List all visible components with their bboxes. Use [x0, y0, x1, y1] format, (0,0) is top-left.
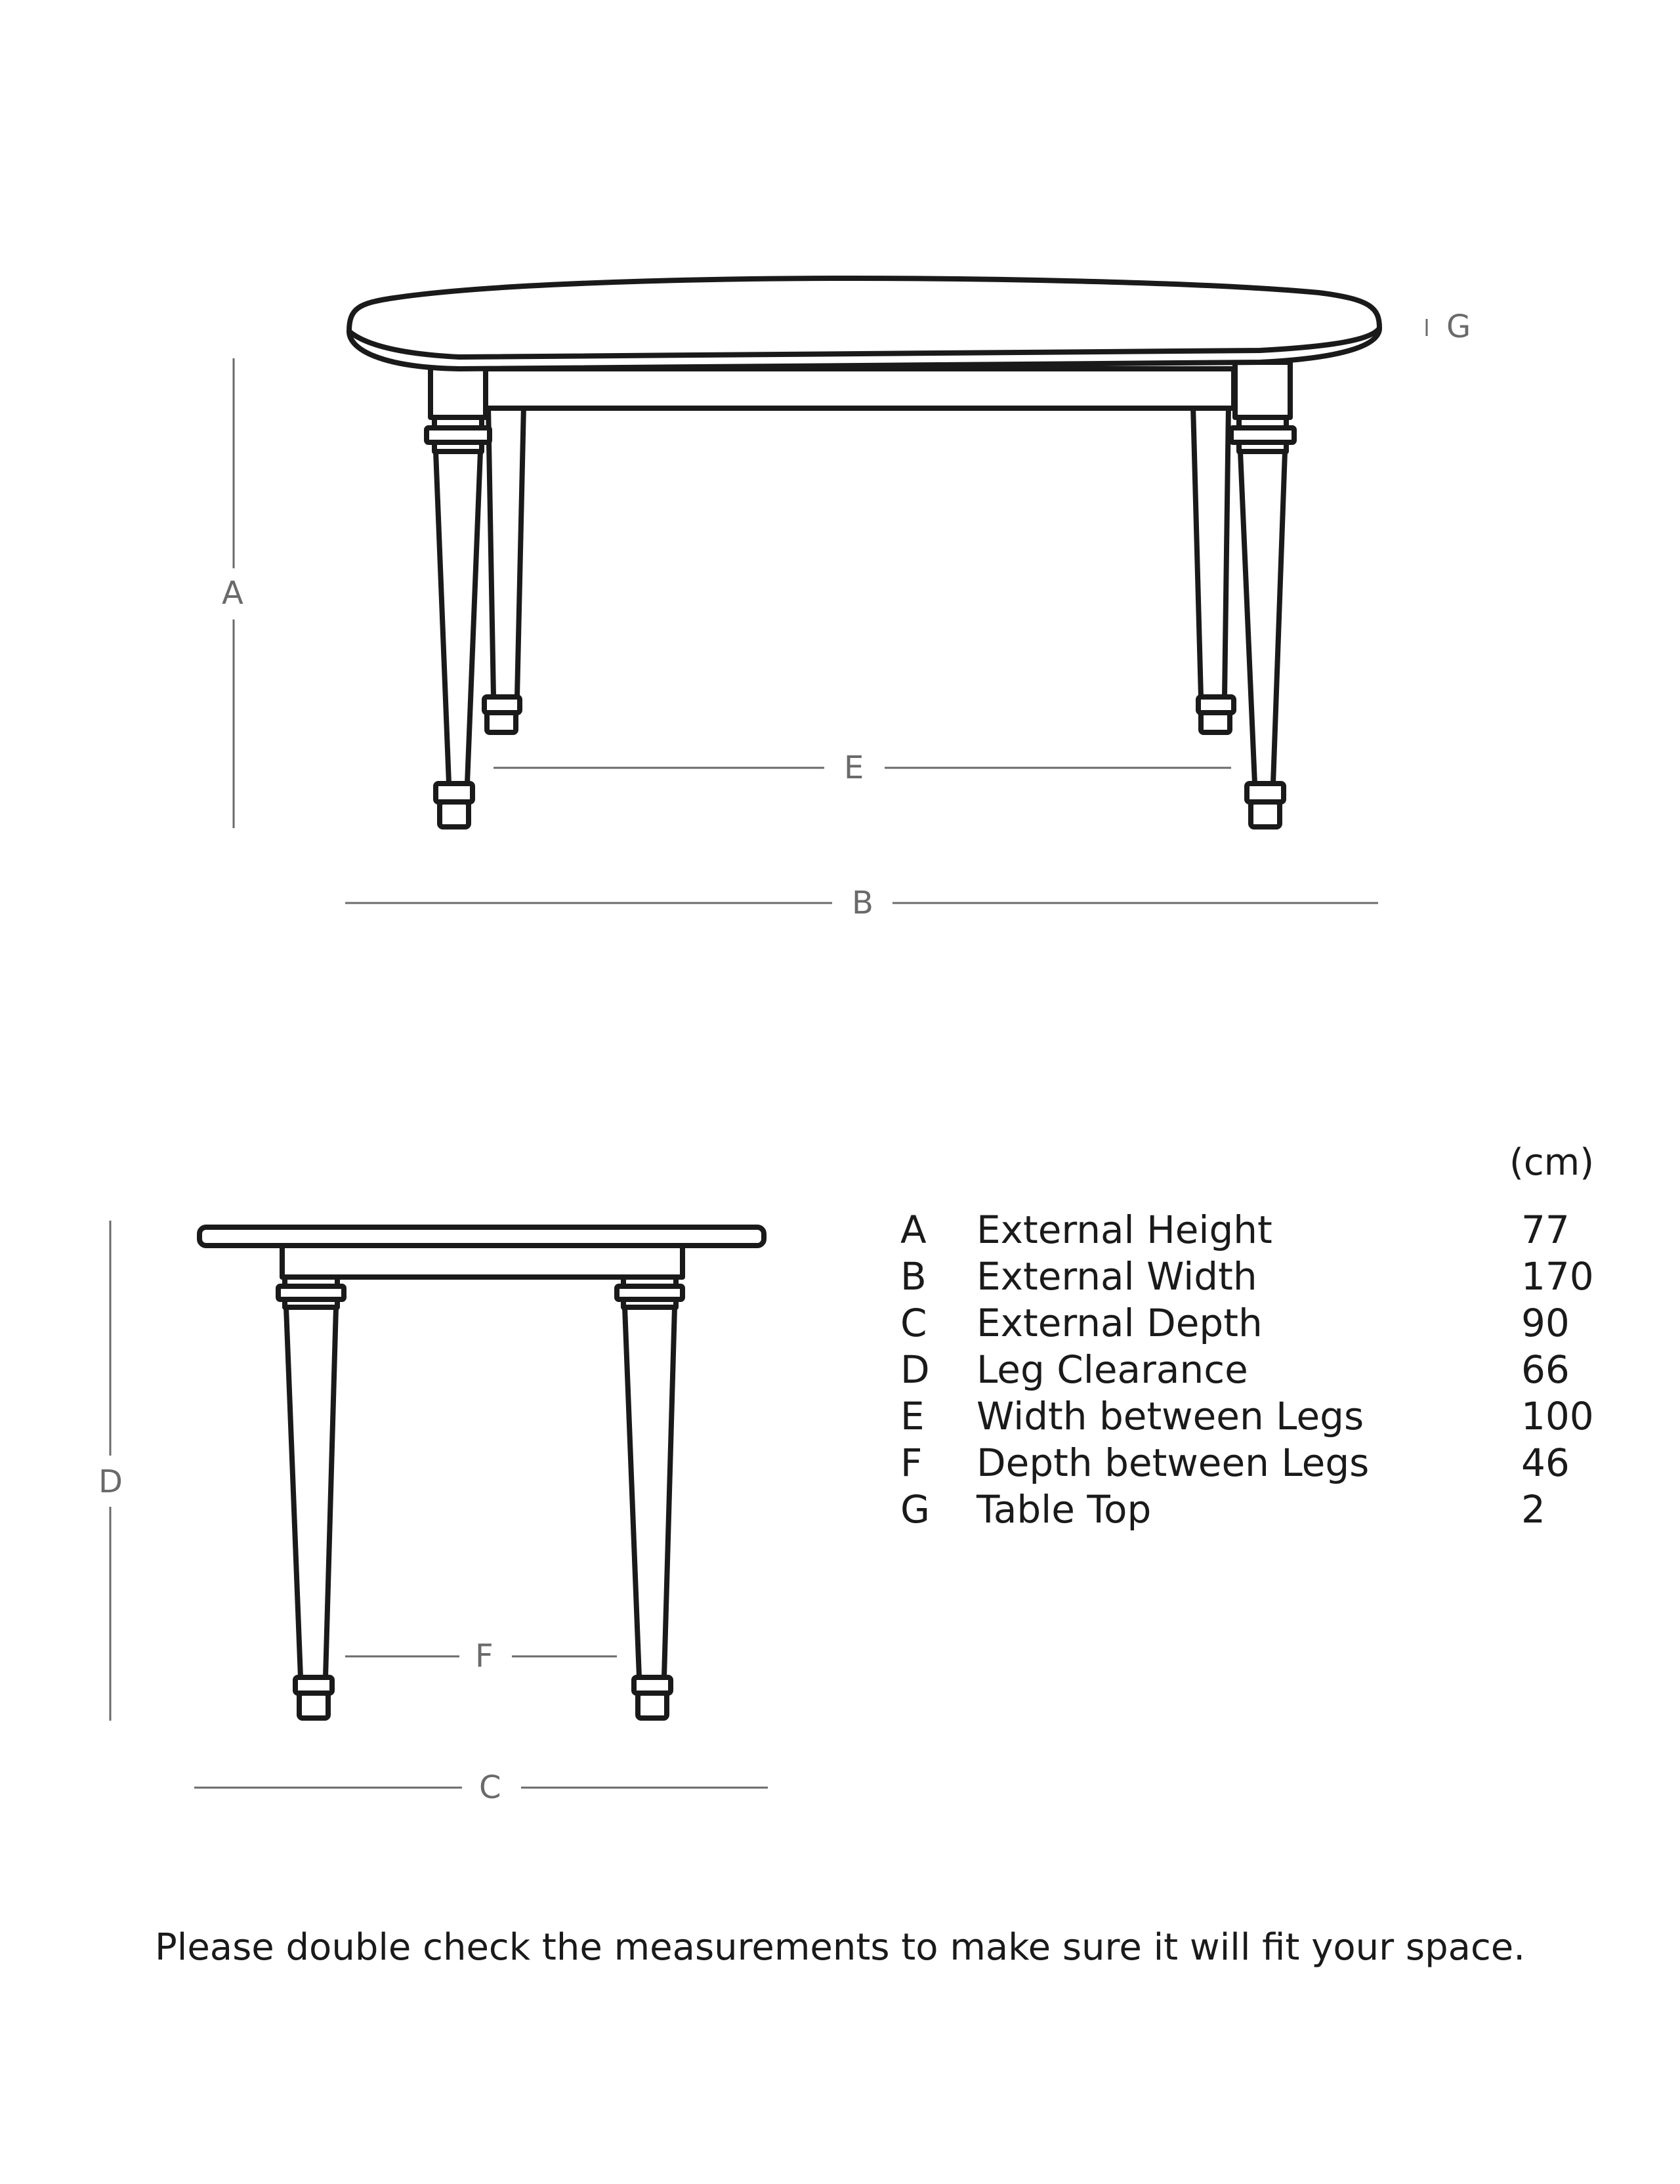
side-foot-right: [638, 1693, 667, 1718]
dim-label-g: G: [1446, 308, 1471, 345]
dim-label-a: A: [222, 575, 243, 612]
dim-label-c: C: [479, 1769, 501, 1806]
table-row: [900, 1206, 1594, 1253]
spec-code: D: [900, 1347, 930, 1392]
spec-label: External Depth: [976, 1300, 1263, 1345]
table-row: [900, 1393, 1594, 1439]
front-apron: [479, 369, 1234, 408]
spec-label: External Height: [976, 1207, 1272, 1252]
dim-label-e: E: [844, 749, 864, 786]
dim-label-b: B: [852, 885, 873, 921]
front-view-table: [349, 278, 1379, 827]
dim-label-d: D: [98, 1463, 123, 1500]
spec-label: Leg Clearance: [976, 1347, 1248, 1392]
spec-code: F: [900, 1440, 923, 1485]
measurements-table: [900, 1206, 1594, 1532]
spec-code: A: [900, 1207, 927, 1252]
spec-value: 90: [1521, 1300, 1570, 1345]
table-row: [900, 1346, 1594, 1393]
front-leg-left: [436, 452, 480, 784]
side-leg-left: [286, 1307, 336, 1677]
side-leg-right: [625, 1307, 675, 1677]
table-row: [900, 1486, 1594, 1532]
spec-value: 100: [1521, 1393, 1594, 1438]
front-back-leg-left: [488, 406, 524, 697]
front-foot-left: [440, 802, 469, 827]
side-table-top: [200, 1227, 764, 1246]
spec-code: G: [900, 1486, 930, 1532]
spec-label: Width between Legs: [976, 1393, 1364, 1438]
side-foot-left: [299, 1693, 328, 1718]
spec-label: Depth between Legs: [976, 1440, 1370, 1485]
spec-value: 2: [1521, 1486, 1545, 1532]
spec-value: 66: [1521, 1347, 1570, 1392]
front-back-leg-right: [1193, 406, 1228, 697]
side-apron: [282, 1244, 682, 1277]
fit-note: Please double check the measurements to make sure it will fit your space.: [154, 1926, 1526, 1969]
spec-value: 77: [1521, 1207, 1570, 1252]
front-leg-block-right: [1235, 362, 1290, 417]
spec-value: 46: [1521, 1440, 1570, 1485]
spec-code: C: [900, 1300, 927, 1345]
spec-label: External Width: [976, 1253, 1257, 1299]
spec-code: B: [900, 1253, 927, 1299]
spec-value: 170: [1521, 1253, 1594, 1299]
table-row: [900, 1253, 1594, 1299]
units-label: (cm): [1509, 1141, 1595, 1184]
front-leg-right: [1240, 452, 1285, 784]
spec-code: E: [900, 1393, 925, 1438]
front-foot-right: [1251, 802, 1280, 827]
dim-label-f: F: [475, 1638, 494, 1675]
table-row: [900, 1299, 1594, 1346]
table-row: [900, 1439, 1594, 1486]
spec-label: Table Top: [976, 1486, 1152, 1532]
